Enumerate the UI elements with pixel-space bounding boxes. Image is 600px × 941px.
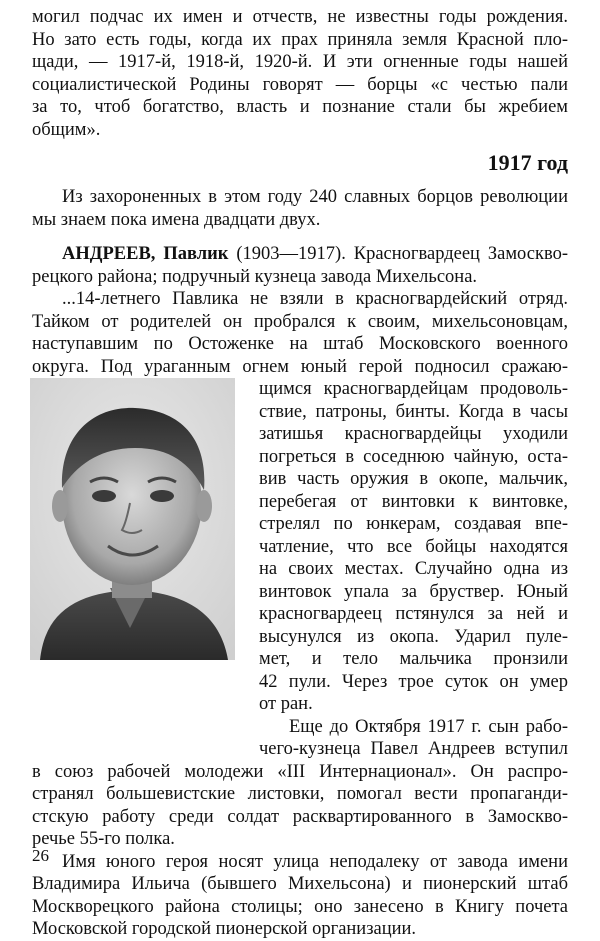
text-line: красногвардеец пстянулся за ней и	[259, 604, 568, 624]
text-line: ...14-летнего Павлика не взяли в красногвардейский отряд.	[62, 289, 568, 309]
intro-paragraph	[32, 6, 568, 141]
text-line: Московской городской пионерской организации.	[32, 919, 417, 939]
text-line: щимся красногвардейцам продоволь-	[259, 379, 568, 399]
text-line: Тайком от родителей он пробрался к своим, михельсоновцам,	[32, 311, 568, 332]
entry-name: АНДРЕЕВ, Павлик	[62, 244, 229, 264]
text-line: Из захороненных в этом году 240 славных борцов революции	[62, 187, 568, 207]
text-line: речье 55-го полка.	[32, 829, 175, 849]
text-line: стскую работу среди солдат расквартированного в Замоскво-	[32, 806, 568, 827]
text-line: за то, чтоб богатство, власть и познание стали бы жребием	[32, 97, 568, 117]
text-line: высунулся из окопа. Ударил пуле-	[259, 626, 568, 647]
text-line: Но зато есть годы, когда их прах приняла земля Красной пло-	[32, 29, 568, 50]
text-line: на своих местах. Случайно одна из	[259, 559, 568, 579]
entry-dates: (1903—1917). Красногвардеец Замоскво-	[228, 244, 568, 264]
text-line: Имя юного героя носят улица неподалеку от завода имени	[62, 851, 568, 872]
text-line: Москворецкого района столицы; оно занесено в Книгу почета	[32, 896, 568, 917]
text-line: погреться в соседнюю чайную, оста-	[259, 446, 568, 467]
text-line: вив часть оружия в окопе, мальчик,	[259, 469, 568, 489]
text-line: затишья красногвардейцы уходили	[259, 424, 568, 444]
text-line: мы знаем пока имена двадцати двух.	[32, 209, 321, 230]
text-line: странял большевистские листовки, помогал вести пропаганди-	[32, 784, 568, 804]
text-line: Еще до Октября 1917 г. сын рабо-	[289, 716, 568, 737]
text-line: винтовок упала за бруствер. Юный	[259, 581, 568, 602]
text-line: перебегая от винтовки к винтовке,	[259, 491, 568, 512]
text-line: общим».	[32, 119, 101, 140]
text-line: 42 пули. Через трое суток он умер	[259, 671, 568, 692]
entry-title-line	[32, 243, 568, 266]
portrait-photo	[30, 378, 235, 660]
text-line: от ран.	[259, 694, 313, 714]
text-line: социалистической Родины говорят — борцы «с честью пали	[32, 74, 568, 95]
page-number: 26	[32, 846, 49, 865]
text-line: ствие, патроны, бинты. Когда в часы	[259, 401, 568, 422]
text-line: в союз рабочей молодежи «III Интернационал». Он распро-	[32, 761, 568, 782]
text-line: мет, и тело мальчика пронзили	[259, 649, 568, 669]
text-line: рецкого района; подручный кузнеца завода Михельсона.	[32, 266, 478, 287]
summary-paragraph	[32, 186, 568, 231]
text-line: чатление, что все бойцы находятся	[259, 536, 568, 557]
year-heading: 1917 год	[487, 150, 568, 175]
text-line: стрелял по юнкерам, создавая впе-	[259, 514, 568, 534]
wrapped-text	[259, 378, 568, 761]
text-line: щади, — 1917-й, 1918-й, 1920-й. И эти огненные годы нашей	[32, 52, 568, 72]
text-line: чего-кузнеца Павел Андреев вступил	[259, 739, 568, 759]
text-line: могил подчас их имен и отчеств, не известны годы рождения.	[32, 7, 568, 27]
text-line: Владимира Ильича (бывшего Михельсона) и пионерский штаб	[32, 874, 568, 894]
text-line: округа. Под ураганным огнем юный герой подносил сражаю-	[32, 356, 568, 377]
text-line: наступавшим по Остоженке на штаб Московского военного	[32, 334, 568, 354]
